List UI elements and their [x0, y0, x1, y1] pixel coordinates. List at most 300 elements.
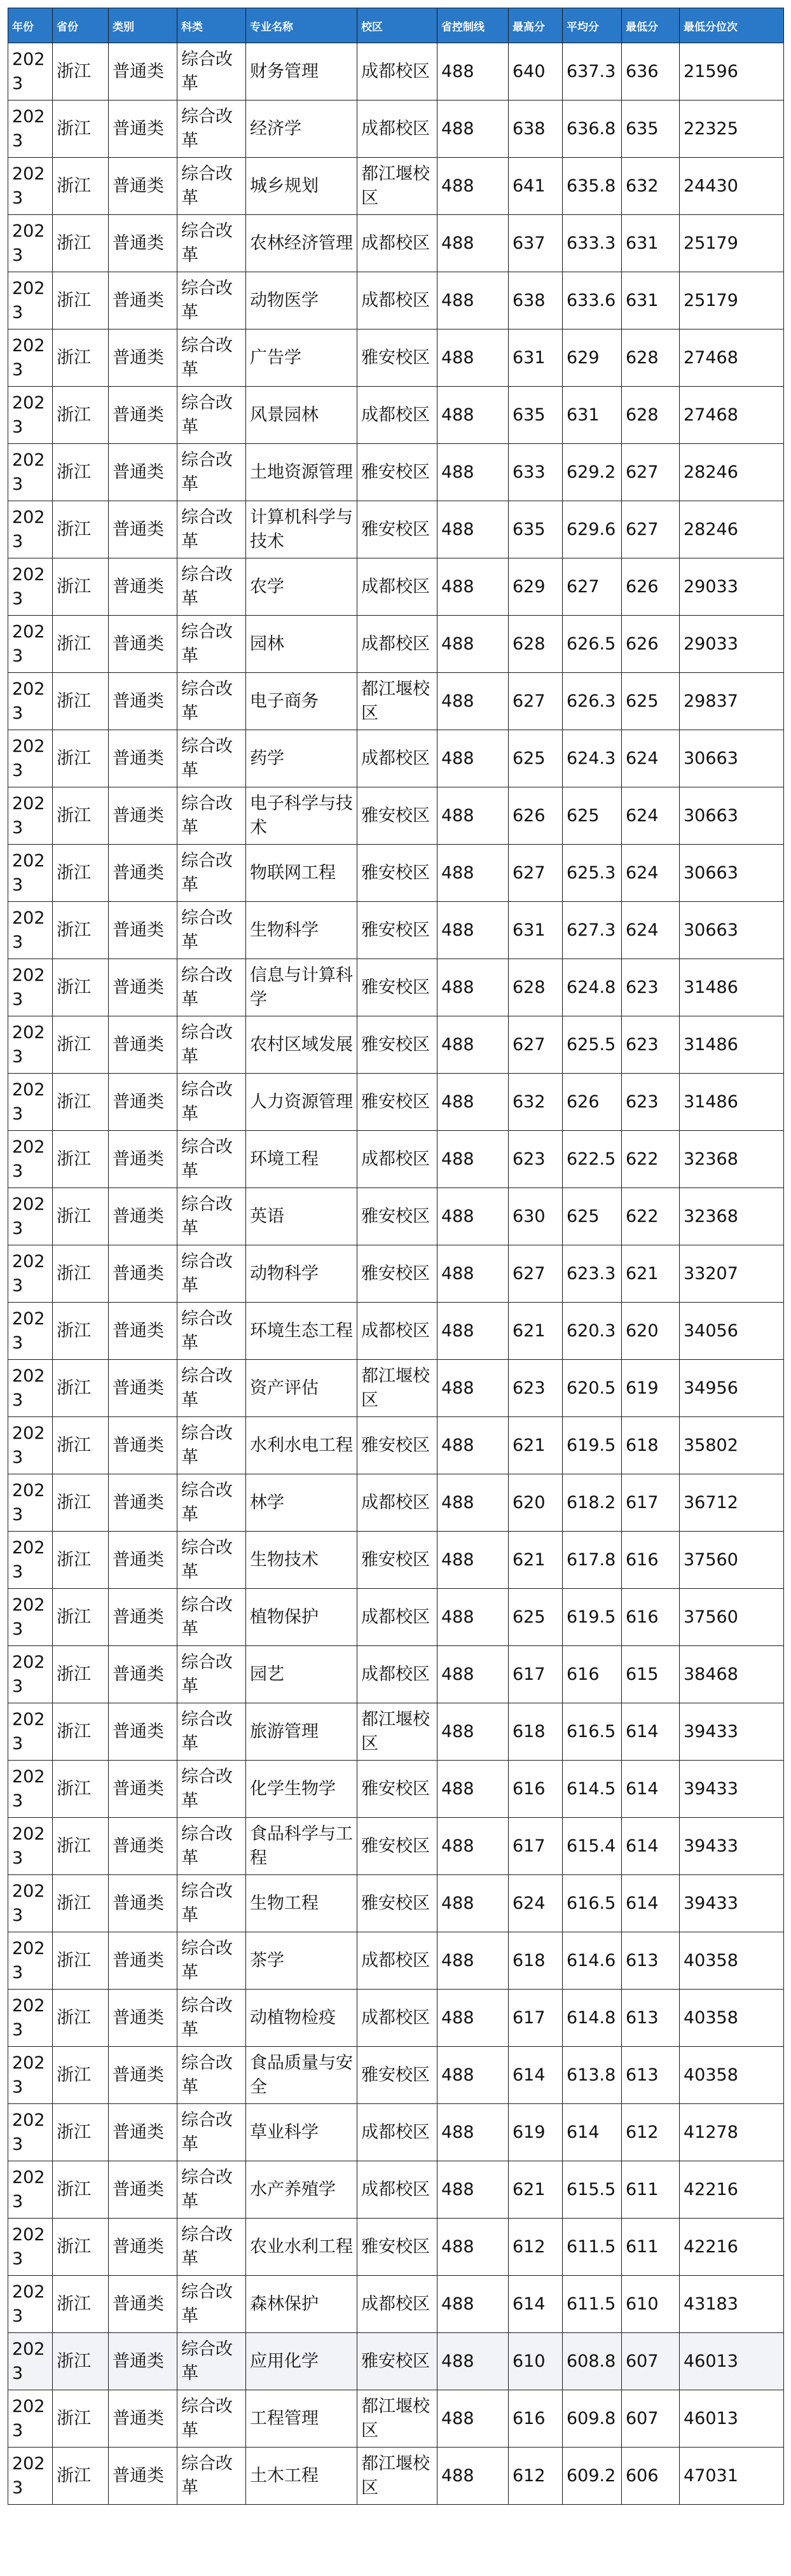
cell-major-name: 电子科学与技术 — [246, 787, 357, 845]
cell-province: 浙江 — [53, 444, 109, 501]
cell-min-rank: 40358 — [680, 1932, 784, 1990]
cell-campus: 成都校区 — [357, 1474, 437, 1532]
cell-campus: 雅安校区 — [357, 1417, 437, 1474]
cell-major-name: 农学 — [246, 558, 357, 616]
cell-control-line: 488 — [437, 1589, 509, 1646]
cell-min-rank: 36712 — [680, 1474, 784, 1532]
cell-category: 普通类 — [109, 2104, 177, 2161]
cell-avg-score: 620.5 — [563, 1360, 622, 1417]
cell-min-rank: 39433 — [680, 1818, 784, 1875]
cell-province: 浙江 — [53, 501, 109, 558]
cell-province: 浙江 — [53, 1990, 109, 2047]
cell-subject-type: 综合改革 — [177, 1532, 246, 1589]
cell-control-line: 488 — [437, 1245, 509, 1303]
cell-min-rank: 30663 — [680, 787, 784, 845]
cell-campus: 都江堰校区 — [357, 1703, 437, 1761]
cell-control-line: 488 — [437, 1875, 509, 1932]
cell-min-score: 624 — [622, 845, 680, 902]
cell-avg-score: 608.8 — [563, 2333, 622, 2390]
cell-province: 浙江 — [53, 1875, 109, 1932]
cell-max-score: 618 — [509, 1932, 563, 1990]
cell-category: 普通类 — [109, 558, 177, 616]
cell-major-name: 化学生物学 — [246, 1761, 357, 1818]
table-row — [8, 1303, 784, 1360]
cell-province: 浙江 — [53, 1417, 109, 1474]
cell-control-line: 488 — [437, 2104, 509, 2161]
cell-min-rank: 37560 — [680, 1589, 784, 1646]
table-row — [8, 1761, 784, 1818]
cell-subject-type: 综合改革 — [177, 1188, 246, 1245]
cell-avg-score: 615.4 — [563, 1818, 622, 1875]
cell-subject-type: 综合改革 — [177, 272, 246, 329]
cell-category: 普通类 — [109, 1875, 177, 1932]
cell-min-rank: 28246 — [680, 444, 784, 501]
cell-avg-score: 637.3 — [563, 43, 622, 100]
cell-province: 浙江 — [53, 1016, 109, 1074]
cell-max-score: 633 — [509, 444, 563, 501]
cell-max-score: 617 — [509, 1818, 563, 1875]
cell-max-score: 624 — [509, 1875, 563, 1932]
cell-major-name: 生物工程 — [246, 1875, 357, 1932]
cell-province: 浙江 — [53, 902, 109, 959]
cell-province: 浙江 — [53, 787, 109, 845]
header-year: 年份 — [8, 8, 53, 43]
cell-campus: 成都校区 — [357, 272, 437, 329]
cell-min-rank: 47031 — [680, 2448, 784, 2505]
cell-min-score: 628 — [622, 387, 680, 444]
cell-min-score: 607 — [622, 2390, 680, 2448]
cell-campus: 成都校区 — [357, 1646, 437, 1703]
cell-campus: 成都校区 — [357, 1932, 437, 1990]
cell-category: 普通类 — [109, 1474, 177, 1532]
table-row — [8, 1188, 784, 1245]
header-max-score: 最高分 — [509, 8, 563, 43]
cell-avg-score: 626.5 — [563, 616, 622, 673]
cell-max-score: 614 — [509, 2047, 563, 2104]
cell-avg-score: 613.8 — [563, 2047, 622, 2104]
cell-province: 浙江 — [53, 2448, 109, 2505]
table-row — [8, 1990, 784, 2047]
cell-category: 普通类 — [109, 2161, 177, 2219]
cell-min-rank: 32368 — [680, 1188, 784, 1245]
cell-control-line: 488 — [437, 1360, 509, 1417]
cell-subject-type: 综合改革 — [177, 1074, 246, 1131]
table-row — [8, 2104, 784, 2161]
cell-max-score: 623 — [509, 1131, 563, 1188]
cell-category: 普通类 — [109, 100, 177, 158]
cell-campus: 雅安校区 — [357, 1875, 437, 1932]
cell-max-score: 618 — [509, 1703, 563, 1761]
cell-year: 2023 — [8, 100, 53, 158]
table-row — [8, 902, 784, 959]
cell-control-line: 488 — [437, 501, 509, 558]
cell-min-score: 622 — [622, 1131, 680, 1188]
cell-campus: 成都校区 — [357, 1303, 437, 1360]
cell-major-name: 动物科学 — [246, 1245, 357, 1303]
table-row — [8, 1474, 784, 1532]
cell-major-name: 环境工程 — [246, 1131, 357, 1188]
cell-year: 2023 — [8, 2448, 53, 2505]
cell-province: 浙江 — [53, 1646, 109, 1703]
table-row — [8, 1589, 784, 1646]
cell-subject-type: 综合改革 — [177, 730, 246, 787]
table-row — [8, 1131, 784, 1188]
cell-major-name: 农村区域发展 — [246, 1016, 357, 1074]
cell-min-rank: 21596 — [680, 43, 784, 100]
cell-control-line: 488 — [437, 787, 509, 845]
cell-major-name: 人力资源管理 — [246, 1074, 357, 1131]
cell-major-name: 农林经济管理 — [246, 215, 357, 272]
cell-year: 2023 — [8, 959, 53, 1016]
cell-subject-type: 综合改革 — [177, 845, 246, 902]
cell-avg-score: 636.8 — [563, 100, 622, 158]
cell-max-score: 619 — [509, 2104, 563, 2161]
cell-control-line: 488 — [437, 1188, 509, 1245]
table-row — [8, 673, 784, 730]
cell-max-score: 628 — [509, 616, 563, 673]
cell-year: 2023 — [8, 845, 53, 902]
cell-subject-type: 综合改革 — [177, 1245, 246, 1303]
cell-year: 2023 — [8, 1818, 53, 1875]
cell-province: 浙江 — [53, 2276, 109, 2333]
cell-category: 普通类 — [109, 902, 177, 959]
cell-max-score: 621 — [509, 1303, 563, 1360]
cell-subject-type: 综合改革 — [177, 329, 246, 387]
cell-max-score: 638 — [509, 100, 563, 158]
cell-category: 普通类 — [109, 673, 177, 730]
cell-major-name: 英语 — [246, 1188, 357, 1245]
cell-min-score: 616 — [622, 1589, 680, 1646]
cell-campus: 雅安校区 — [357, 845, 437, 902]
cell-min-score: 621 — [622, 1245, 680, 1303]
cell-year: 2023 — [8, 272, 53, 329]
cell-min-rank: 24430 — [680, 158, 784, 215]
cell-category: 普通类 — [109, 730, 177, 787]
cell-min-score: 636 — [622, 43, 680, 100]
cell-province: 浙江 — [53, 2390, 109, 2448]
cell-campus: 雅安校区 — [357, 1818, 437, 1875]
cell-category: 普通类 — [109, 1761, 177, 1818]
table-row — [8, 1932, 784, 1990]
cell-max-score: 628 — [509, 959, 563, 1016]
cell-year: 2023 — [8, 1188, 53, 1245]
cell-subject-type: 综合改革 — [177, 1360, 246, 1417]
cell-year: 2023 — [8, 2390, 53, 2448]
cell-max-score: 635 — [509, 501, 563, 558]
cell-control-line: 488 — [437, 329, 509, 387]
cell-campus: 成都校区 — [357, 558, 437, 616]
cell-subject-type: 综合改革 — [177, 1474, 246, 1532]
cell-major-name: 广告学 — [246, 329, 357, 387]
cell-max-score: 637 — [509, 215, 563, 272]
cell-control-line: 488 — [437, 444, 509, 501]
cell-min-rank: 30663 — [680, 730, 784, 787]
cell-year: 2023 — [8, 1761, 53, 1818]
cell-major-name: 城乡规划 — [246, 158, 357, 215]
cell-campus: 成都校区 — [357, 1990, 437, 2047]
cell-min-rank: 46013 — [680, 2333, 784, 2390]
cell-avg-score: 614 — [563, 2104, 622, 2161]
cell-campus: 雅安校区 — [357, 501, 437, 558]
cell-min-score: 613 — [622, 1932, 680, 1990]
cell-category: 普通类 — [109, 1245, 177, 1303]
cell-major-name: 物联网工程 — [246, 845, 357, 902]
cell-max-score: 625 — [509, 1589, 563, 1646]
cell-year: 2023 — [8, 1245, 53, 1303]
cell-category: 普通类 — [109, 1303, 177, 1360]
cell-major-name: 园林 — [246, 616, 357, 673]
cell-category: 普通类 — [109, 1646, 177, 1703]
cell-province: 浙江 — [53, 1703, 109, 1761]
cell-min-rank: 22325 — [680, 100, 784, 158]
cell-province: 浙江 — [53, 1589, 109, 1646]
cell-campus: 成都校区 — [357, 1589, 437, 1646]
cell-subject-type: 综合改革 — [177, 2161, 246, 2219]
cell-min-rank: 29837 — [680, 673, 784, 730]
cell-campus: 都江堰校区 — [357, 2390, 437, 2448]
cell-max-score: 629 — [509, 558, 563, 616]
cell-max-score: 641 — [509, 158, 563, 215]
cell-year: 2023 — [8, 2104, 53, 2161]
cell-major-name: 林学 — [246, 1474, 357, 1532]
cell-min-score: 612 — [622, 2104, 680, 2161]
cell-province: 浙江 — [53, 1245, 109, 1303]
cell-year: 2023 — [8, 1016, 53, 1074]
cell-avg-score: 616 — [563, 1646, 622, 1703]
cell-avg-score: 627 — [563, 558, 622, 616]
table-row — [8, 215, 784, 272]
table-row — [8, 1417, 784, 1474]
cell-avg-score: 609.8 — [563, 2390, 622, 2448]
table-row — [8, 1016, 784, 1074]
cell-min-rank: 29033 — [680, 616, 784, 673]
cell-major-name: 环境生态工程 — [246, 1303, 357, 1360]
cell-category: 普通类 — [109, 1360, 177, 1417]
cell-major-name: 森林保护 — [246, 2276, 357, 2333]
cell-category: 普通类 — [109, 959, 177, 1016]
cell-control-line: 488 — [437, 730, 509, 787]
cell-subject-type: 综合改革 — [177, 1761, 246, 1818]
cell-major-name: 水利水电工程 — [246, 1417, 357, 1474]
table-header-row — [8, 8, 784, 43]
table-row — [8, 158, 784, 215]
cell-category: 普通类 — [109, 1589, 177, 1646]
cell-min-score: 607 — [622, 2333, 680, 2390]
cell-category: 普通类 — [109, 1016, 177, 1074]
cell-major-name: 动植物检疫 — [246, 1990, 357, 2047]
cell-control-line: 488 — [437, 902, 509, 959]
cell-subject-type: 综合改革 — [177, 1589, 246, 1646]
table-row — [8, 43, 784, 100]
cell-major-name: 茶学 — [246, 1932, 357, 1990]
cell-year: 2023 — [8, 158, 53, 215]
cell-min-score: 626 — [622, 558, 680, 616]
cell-major-name: 财务管理 — [246, 43, 357, 100]
cell-max-score: 627 — [509, 1016, 563, 1074]
cell-major-name: 经济学 — [246, 100, 357, 158]
cell-subject-type: 综合改革 — [177, 1131, 246, 1188]
table-row — [8, 444, 784, 501]
cell-max-score: 612 — [509, 2448, 563, 2505]
cell-subject-type: 综合改革 — [177, 2390, 246, 2448]
cell-subject-type: 综合改革 — [177, 2219, 246, 2276]
cell-min-score: 626 — [622, 616, 680, 673]
cell-min-score: 632 — [622, 158, 680, 215]
cell-year: 2023 — [8, 2276, 53, 2333]
cell-major-name: 食品质量与安全 — [246, 2047, 357, 2104]
cell-year: 2023 — [8, 1474, 53, 1532]
cell-control-line: 488 — [437, 2161, 509, 2219]
cell-category: 普通类 — [109, 158, 177, 215]
cell-subject-type: 综合改革 — [177, 100, 246, 158]
cell-min-rank: 34956 — [680, 1360, 784, 1417]
header-major-name: 专业名称 — [246, 8, 357, 43]
cell-avg-score: 635.8 — [563, 158, 622, 215]
header-campus: 校区 — [357, 8, 437, 43]
cell-control-line: 488 — [437, 1761, 509, 1818]
cell-avg-score: 611.5 — [563, 2276, 622, 2333]
cell-max-score: 616 — [509, 1761, 563, 1818]
cell-province: 浙江 — [53, 845, 109, 902]
cell-year: 2023 — [8, 501, 53, 558]
cell-subject-type: 综合改革 — [177, 444, 246, 501]
cell-avg-score: 617.8 — [563, 1532, 622, 1589]
table-row — [8, 1703, 784, 1761]
cell-min-score: 615 — [622, 1646, 680, 1703]
cell-min-score: 625 — [622, 673, 680, 730]
cell-year: 2023 — [8, 2333, 53, 2390]
cell-subject-type: 综合改革 — [177, 2276, 246, 2333]
table-body — [8, 43, 784, 2505]
cell-min-rank: 37560 — [680, 1532, 784, 1589]
cell-campus: 雅安校区 — [357, 1188, 437, 1245]
cell-min-rank: 31486 — [680, 1016, 784, 1074]
cell-avg-score: 626.3 — [563, 673, 622, 730]
table-row — [8, 1245, 784, 1303]
cell-control-line: 488 — [437, 2448, 509, 2505]
cell-campus: 成都校区 — [357, 2161, 437, 2219]
cell-max-score: 640 — [509, 43, 563, 100]
cell-category: 普通类 — [109, 1131, 177, 1188]
cell-min-rank: 34056 — [680, 1303, 784, 1360]
cell-min-rank: 28246 — [680, 501, 784, 558]
cell-campus: 雅安校区 — [357, 1074, 437, 1131]
cell-province: 浙江 — [53, 387, 109, 444]
cell-avg-score: 614.8 — [563, 1990, 622, 2047]
cell-category: 普通类 — [109, 444, 177, 501]
cell-min-score: 624 — [622, 730, 680, 787]
cell-category: 普通类 — [109, 215, 177, 272]
cell-subject-type: 综合改革 — [177, 1932, 246, 1990]
cell-min-score: 624 — [622, 902, 680, 959]
table-row — [8, 730, 784, 787]
cell-year: 2023 — [8, 1074, 53, 1131]
cell-province: 浙江 — [53, 158, 109, 215]
cell-year: 2023 — [8, 558, 53, 616]
cell-max-score: 625 — [509, 730, 563, 787]
cell-province: 浙江 — [53, 959, 109, 1016]
cell-year: 2023 — [8, 787, 53, 845]
cell-year: 2023 — [8, 387, 53, 444]
cell-campus: 雅安校区 — [357, 2047, 437, 2104]
cell-min-score: 611 — [622, 2219, 680, 2276]
cell-subject-type: 综合改革 — [177, 1016, 246, 1074]
cell-control-line: 488 — [437, 1303, 509, 1360]
cell-control-line: 488 — [437, 1818, 509, 1875]
cell-year: 2023 — [8, 2219, 53, 2276]
cell-avg-score: 618.2 — [563, 1474, 622, 1532]
table-row — [8, 1532, 784, 1589]
cell-avg-score: 615.5 — [563, 2161, 622, 2219]
cell-min-score: 623 — [622, 959, 680, 1016]
cell-year: 2023 — [8, 2047, 53, 2104]
cell-major-name: 信息与计算科学 — [246, 959, 357, 1016]
cell-min-score: 622 — [622, 1188, 680, 1245]
cell-min-score: 613 — [622, 2047, 680, 2104]
cell-major-name: 生物科学 — [246, 902, 357, 959]
cell-max-score: 620 — [509, 1474, 563, 1532]
cell-category: 普通类 — [109, 329, 177, 387]
cell-province: 浙江 — [53, 730, 109, 787]
cell-min-score: 624 — [622, 787, 680, 845]
header-min-rank: 最低分位次 — [680, 8, 784, 43]
cell-category: 普通类 — [109, 2448, 177, 2505]
cell-min-rank: 25179 — [680, 272, 784, 329]
cell-avg-score: 622.5 — [563, 1131, 622, 1188]
cell-category: 普通类 — [109, 2047, 177, 2104]
cell-year: 2023 — [8, 329, 53, 387]
cell-avg-score: 614.6 — [563, 1932, 622, 1990]
cell-max-score: 617 — [509, 1990, 563, 2047]
table-row — [8, 616, 784, 673]
cell-avg-score: 620.3 — [563, 1303, 622, 1360]
cell-category: 普通类 — [109, 501, 177, 558]
header-category: 类别 — [109, 8, 177, 43]
table-row — [8, 2219, 784, 2276]
cell-campus: 都江堰校区 — [357, 2448, 437, 2505]
cell-year: 2023 — [8, 43, 53, 100]
cell-major-name: 旅游管理 — [246, 1703, 357, 1761]
table-row — [8, 1360, 784, 1417]
cell-category: 普通类 — [109, 1417, 177, 1474]
cell-control-line: 488 — [437, 272, 509, 329]
table-row — [8, 787, 784, 845]
cell-max-score: 638 — [509, 272, 563, 329]
cell-year: 2023 — [8, 730, 53, 787]
cell-category: 普通类 — [109, 272, 177, 329]
cell-province: 浙江 — [53, 1761, 109, 1818]
cell-control-line: 488 — [437, 1474, 509, 1532]
admission-scores-table-container — [8, 8, 784, 2505]
cell-avg-score: 631 — [563, 387, 622, 444]
cell-avg-score: 614.5 — [563, 1761, 622, 1818]
cell-min-rank: 30663 — [680, 845, 784, 902]
table-row — [8, 1818, 784, 1875]
cell-min-rank: 31486 — [680, 1074, 784, 1131]
cell-province: 浙江 — [53, 558, 109, 616]
cell-province: 浙江 — [53, 1131, 109, 1188]
cell-campus: 雅安校区 — [357, 2333, 437, 2390]
cell-min-rank: 42216 — [680, 2219, 784, 2276]
cell-min-score: 628 — [622, 329, 680, 387]
cell-major-name: 食品科学与工程 — [246, 1818, 357, 1875]
cell-max-score: 617 — [509, 1646, 563, 1703]
cell-avg-score: 611.5 — [563, 2219, 622, 2276]
cell-subject-type: 综合改革 — [177, 673, 246, 730]
cell-campus: 雅安校区 — [357, 2219, 437, 2276]
cell-min-rank: 25179 — [680, 215, 784, 272]
cell-major-name: 风景园林 — [246, 387, 357, 444]
